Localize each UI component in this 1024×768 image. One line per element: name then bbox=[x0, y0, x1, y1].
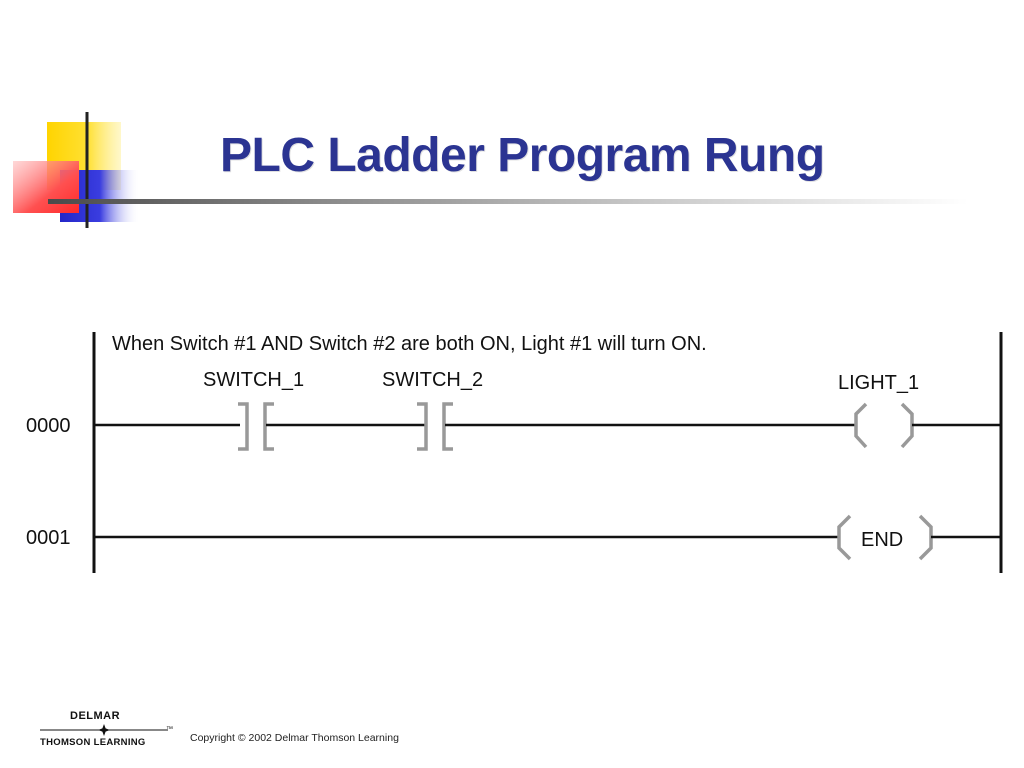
logo-thomson-text: THOMSON LEARNING bbox=[40, 737, 146, 748]
rung-address: 0000 bbox=[26, 415, 71, 437]
copyright-notice: Copyright © 2002 Delmar Thomson Learning bbox=[190, 732, 399, 744]
contact-switch-1 bbox=[238, 404, 274, 449]
end-label: END bbox=[861, 529, 904, 551]
rung-description: When Switch #1 AND Switch #2 are both ON, Light #1 will turn ON. bbox=[112, 333, 707, 355]
slide-title: PLC Ladder Program Rung bbox=[220, 129, 825, 182]
output-coil-light-1 bbox=[856, 404, 912, 447]
logo-trademark: ™ bbox=[166, 726, 173, 733]
publisher-logo bbox=[38, 708, 178, 752]
rung-address: 0001 bbox=[26, 527, 71, 549]
contact-label: SWITCH_1 bbox=[203, 369, 305, 391]
contact-label: SWITCH_2 bbox=[382, 369, 484, 391]
contact-switch-2 bbox=[417, 404, 453, 449]
logo-star-icon bbox=[38, 724, 170, 736]
logo-delmar-text: DELMAR bbox=[70, 710, 121, 722]
rung-0001 bbox=[94, 516, 1001, 559]
output-label: LIGHT_1 bbox=[838, 372, 920, 394]
rung-0000 bbox=[94, 369, 1001, 449]
